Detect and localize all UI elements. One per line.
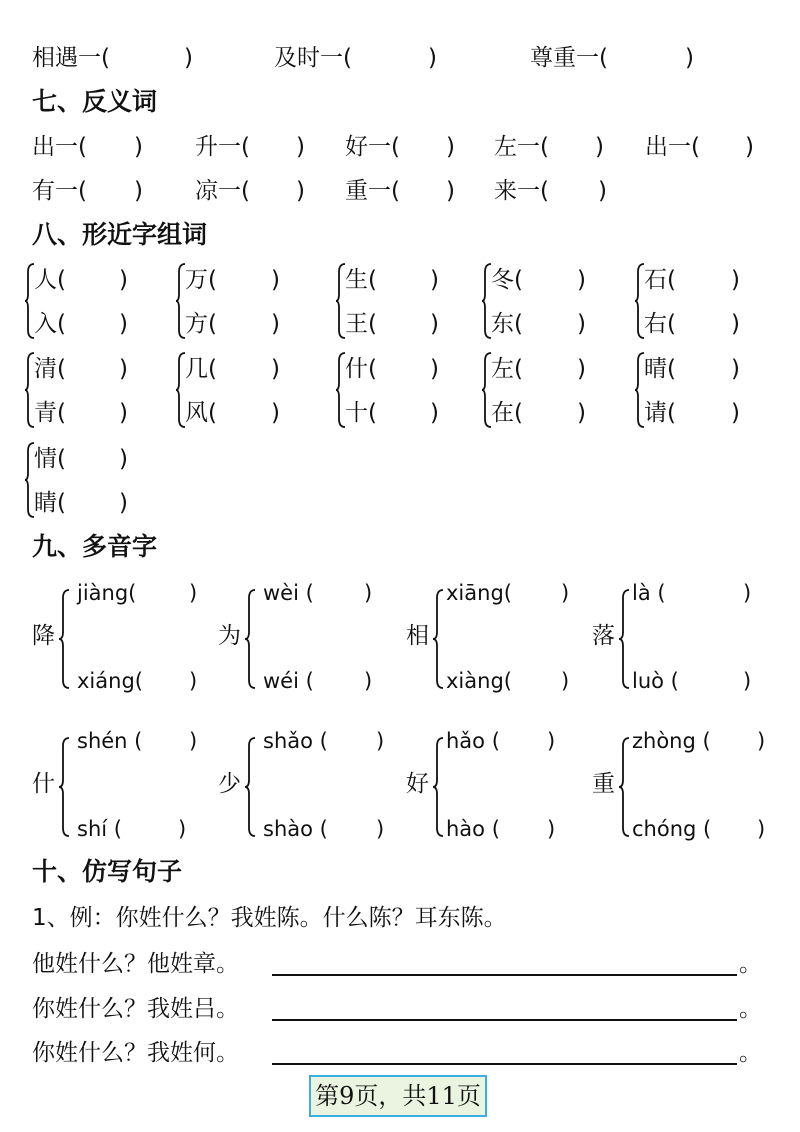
bracket-close: ) bbox=[189, 729, 198, 753]
similar-char: 石( bbox=[644, 267, 676, 293]
similar-char: 什( bbox=[345, 356, 377, 382]
bracket-close: ) bbox=[271, 356, 280, 382]
similar-char: 右( bbox=[644, 311, 676, 337]
bracket-close: ) bbox=[271, 311, 280, 337]
pinyin-bottom: shí ( bbox=[77, 817, 122, 841]
antonym-item: 左一( bbox=[494, 134, 549, 160]
bracket-close: ) bbox=[757, 817, 766, 841]
pinyin-bottom: chóng ( bbox=[632, 817, 712, 841]
pinyin-bottom: xiàng( bbox=[446, 669, 512, 693]
bracket-close: ) bbox=[178, 817, 187, 841]
bracket-close: ) bbox=[430, 356, 439, 382]
pinyin-top: xiāng( bbox=[446, 581, 512, 605]
bracket-close: ) bbox=[119, 267, 128, 293]
pinyin-top: là ( bbox=[632, 581, 666, 605]
answer-line[interactable] bbox=[272, 1019, 737, 1021]
bracket-close: ) bbox=[598, 178, 607, 204]
similar-char: 方( bbox=[185, 311, 217, 337]
polyphone-char: 相 bbox=[406, 623, 429, 649]
left-brace bbox=[617, 736, 631, 838]
antonym-item: 有一( bbox=[32, 178, 87, 204]
bracket-close: ) bbox=[731, 267, 740, 293]
pinyin-top: shǎo ( bbox=[263, 729, 328, 753]
pinyin-top: wèi ( bbox=[263, 581, 314, 605]
bracket-close: ) bbox=[134, 178, 143, 204]
bracket-close: ) bbox=[743, 581, 752, 605]
imitation-example: 1、例：你姓什么？我姓陈。什么陈？耳东陈。 bbox=[32, 905, 507, 931]
section-title-antonyms: 七、反义词 bbox=[32, 87, 158, 116]
left-brace bbox=[243, 736, 257, 838]
bracket-close: ) bbox=[595, 134, 604, 160]
bracket-close: ) bbox=[577, 400, 586, 426]
antonym-item: 出一( bbox=[645, 134, 700, 160]
similar-char: 万( bbox=[185, 267, 217, 293]
similar-char: 东( bbox=[491, 311, 523, 337]
bracket-close: ) bbox=[561, 581, 570, 605]
bracket-close: ) bbox=[430, 311, 439, 337]
left-brace bbox=[57, 588, 71, 690]
pinyin-top: jiàng( bbox=[77, 581, 137, 605]
pinyin-top: hǎo ( bbox=[446, 729, 500, 753]
left-brace bbox=[243, 588, 257, 690]
left-brace bbox=[431, 736, 445, 838]
antonym-item: 重一( bbox=[345, 178, 400, 204]
bracket-close: ) bbox=[430, 400, 439, 426]
section-title-imitation: 十、仿写句子 bbox=[32, 857, 183, 886]
left-brace bbox=[57, 736, 71, 838]
bracket-close: ) bbox=[547, 729, 556, 753]
bracket-close: ) bbox=[731, 400, 740, 426]
bracket-close: ) bbox=[446, 178, 455, 204]
polyphone-char: 为 bbox=[218, 623, 241, 649]
polyphone-char: 降 bbox=[32, 623, 55, 649]
bracket-close: ) bbox=[577, 311, 586, 337]
imitation-prompt: 你姓什么？我姓何。 bbox=[32, 1040, 239, 1066]
polyphone-char: 落 bbox=[592, 623, 615, 649]
bracket-close: ) bbox=[376, 817, 385, 841]
pinyin-bottom: shào ( bbox=[263, 817, 328, 841]
bracket-close: ) bbox=[271, 267, 280, 293]
bracket-close: ) bbox=[134, 134, 143, 160]
polyphone-char: 什 bbox=[32, 771, 55, 797]
bracket-close: ) bbox=[577, 356, 586, 382]
bracket-close: ) bbox=[745, 134, 754, 160]
bracket-close: ) bbox=[119, 356, 128, 382]
polyphone-char: 重 bbox=[592, 771, 615, 797]
similar-char: 王( bbox=[345, 311, 377, 337]
pinyin-top: shén ( bbox=[77, 729, 143, 753]
bracket-close: ) bbox=[189, 669, 198, 693]
bracket-close: ) bbox=[364, 669, 373, 693]
bracket-close: ) bbox=[364, 581, 373, 605]
pinyin-bottom: hào ( bbox=[446, 817, 500, 841]
bracket-close: ) bbox=[685, 45, 694, 71]
bracket-close: ) bbox=[743, 669, 752, 693]
answer-line[interactable] bbox=[272, 1063, 737, 1065]
pinyin-bottom: xiáng( bbox=[77, 669, 143, 693]
bracket-close: ) bbox=[184, 45, 193, 71]
word-item: 相遇一( bbox=[32, 45, 110, 71]
bracket-close: ) bbox=[119, 400, 128, 426]
answer-line[interactable] bbox=[272, 974, 737, 976]
similar-char: 人( bbox=[34, 267, 66, 293]
pinyin-bottom: wéi ( bbox=[263, 669, 314, 693]
bracket-close: ) bbox=[119, 311, 128, 337]
antonym-item: 好一( bbox=[345, 134, 400, 160]
bracket-close: ) bbox=[757, 729, 766, 753]
bracket-close: ) bbox=[577, 267, 586, 293]
pinyin-top: zhòng ( bbox=[632, 729, 711, 753]
sentence-end: 。 bbox=[739, 951, 762, 977]
bracket-close: ) bbox=[119, 446, 128, 472]
bracket-close: ) bbox=[731, 311, 740, 337]
similar-char: 睛( bbox=[34, 490, 66, 516]
similar-char: 情( bbox=[34, 446, 66, 472]
antonym-item: 出一( bbox=[32, 134, 87, 160]
similar-char: 晴( bbox=[644, 356, 676, 382]
section-title-similar-chars: 八、形近字组词 bbox=[32, 220, 208, 249]
page-number: 第9页，共11页 bbox=[309, 1075, 487, 1117]
bracket-close: ) bbox=[296, 178, 305, 204]
imitation-prompt: 你姓什么？我姓吕。 bbox=[32, 996, 239, 1022]
antonym-item: 凉一( bbox=[195, 178, 250, 204]
similar-char: 清( bbox=[34, 356, 66, 382]
similar-char: 风( bbox=[185, 400, 217, 426]
left-brace bbox=[431, 588, 445, 690]
pinyin-bottom: luò ( bbox=[632, 669, 679, 693]
bracket-close: ) bbox=[271, 400, 280, 426]
antonym-item: 来一( bbox=[494, 178, 549, 204]
section-title-polyphones: 九、多音字 bbox=[32, 532, 158, 561]
similar-char: 生( bbox=[345, 267, 377, 293]
polyphone-char: 好 bbox=[406, 771, 429, 797]
similar-char: 冬( bbox=[491, 267, 523, 293]
imitation-prompt: 他姓什么？他姓章。 bbox=[32, 951, 239, 977]
similar-char: 十( bbox=[345, 400, 377, 426]
bracket-close: ) bbox=[430, 267, 439, 293]
polyphone-char: 少 bbox=[218, 771, 241, 797]
bracket-close: ) bbox=[119, 490, 128, 516]
similar-char: 入( bbox=[34, 311, 66, 337]
sentence-end: 。 bbox=[739, 996, 762, 1022]
bracket-close: ) bbox=[547, 817, 556, 841]
sentence-end: 。 bbox=[739, 1040, 762, 1066]
antonym-item: 升一( bbox=[195, 134, 250, 160]
left-brace bbox=[617, 588, 631, 690]
bracket-close: ) bbox=[446, 134, 455, 160]
similar-char: 请( bbox=[644, 400, 676, 426]
word-item: 及时一( bbox=[274, 45, 352, 71]
similar-char: 在( bbox=[491, 400, 523, 426]
similar-char: 青( bbox=[34, 400, 66, 426]
similar-char: 几( bbox=[185, 356, 217, 382]
bracket-close: ) bbox=[296, 134, 305, 160]
bracket-close: ) bbox=[731, 356, 740, 382]
bracket-close: ) bbox=[561, 669, 570, 693]
word-item: 尊重一( bbox=[530, 45, 608, 71]
similar-char: 左( bbox=[491, 356, 523, 382]
bracket-close: ) bbox=[189, 581, 198, 605]
bracket-close: ) bbox=[376, 729, 385, 753]
bracket-close: ) bbox=[428, 45, 437, 71]
